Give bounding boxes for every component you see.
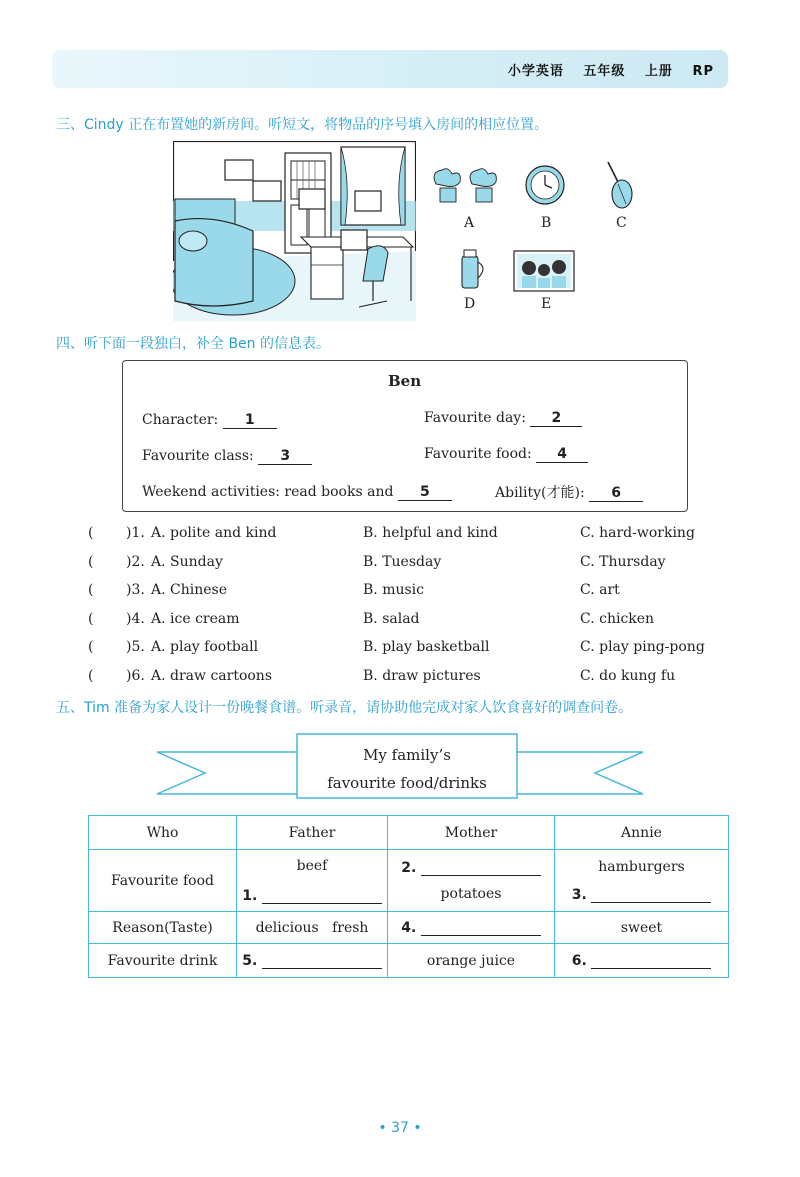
annie-food-num: 3. — [571, 886, 587, 903]
header-info — [494, 60, 714, 79]
blank-3[interactable] — [591, 890, 711, 903]
question-3-number: )3. — [126, 582, 145, 599]
header-mother: Mother — [388, 816, 555, 850]
question-5-option-b: B. play basketball — [363, 639, 490, 656]
header-annie: Annie — [555, 816, 729, 850]
question-1-answer-bracket[interactable]: ( — [88, 525, 94, 541]
character-row — [142, 412, 277, 429]
item-label-c: C — [616, 215, 627, 231]
question-5-option-c: C. play ping-pong — [580, 639, 705, 656]
food-blank[interactable]: 4 — [536, 446, 588, 463]
blank-5[interactable] — [262, 956, 382, 969]
item-label-b: B — [541, 215, 552, 231]
cell-annie-drink — [555, 944, 729, 978]
annie-drink-num: 6. — [571, 952, 587, 969]
question-2-answer-bracket[interactable]: ( — [88, 553, 94, 570]
question-3-option-b: B. music — [363, 582, 424, 599]
question-6-answer-bracket[interactable]: ( — [88, 668, 94, 684]
blank-6[interactable] — [591, 956, 711, 969]
blank-4[interactable] — [421, 923, 541, 936]
mother-drink: orange juice — [388, 944, 555, 978]
banner-line1: My family’s — [363, 746, 451, 764]
question-6-number: )6. — [126, 668, 145, 684]
question-1-option-a: A. polite and kind — [151, 525, 277, 541]
page-number: • 37 • — [378, 1120, 422, 1136]
banner-title — [297, 741, 517, 797]
question-2-option-b: B. Tuesday — [363, 553, 442, 570]
class-blank[interactable]: 3 — [258, 448, 312, 465]
class-label: Favourite class: — [142, 448, 254, 464]
day-row — [424, 410, 582, 427]
item-label-d: D — [464, 296, 476, 312]
row-label-reason: Reason(Taste) — [89, 912, 237, 944]
question-4-number: )4. — [126, 610, 145, 627]
class-row — [142, 448, 312, 465]
character-blank[interactable]: 1 — [223, 412, 277, 429]
header-grade: 五年级 — [583, 64, 626, 79]
day-blank[interactable]: 2 — [530, 410, 582, 427]
mother-food-potatoes: potatoes — [440, 885, 502, 902]
table-row-food — [89, 850, 729, 912]
blank-2[interactable] — [421, 863, 541, 876]
table-row-drink — [89, 944, 729, 978]
weekend-blank[interactable]: 5 — [398, 484, 452, 501]
question-4-option-c: C. chicken — [580, 610, 655, 627]
annie-reason: sweet — [555, 912, 729, 944]
father-drink-num: 5. — [242, 952, 258, 969]
header-subject: 小学英语 — [507, 64, 564, 79]
cell-mother-reason — [388, 912, 555, 944]
clock-icon — [524, 164, 566, 206]
header-term: 上册 — [644, 64, 673, 79]
section3-instruction: 三、Cindy 正在布置她的新房间。听短文，将物品的序号填入房间的相应位置。 — [56, 117, 549, 133]
question-5-answer-bracket[interactable]: ( — [88, 639, 94, 656]
item-label-e: E — [541, 296, 552, 312]
family-photo-icon — [513, 250, 575, 292]
question-4-option-a: A. ice cream — [151, 610, 240, 627]
question-5-number: )5. — [126, 639, 145, 656]
food-row — [424, 446, 588, 463]
cell-father-drink — [237, 944, 388, 978]
mother-reason-num: 4. — [401, 919, 417, 936]
father-reason: delicious fresh — [237, 912, 388, 944]
section5-instruction: 五、Tim 准备为家人设计一份晚餐食谱。听录音，请协助他完成对家人饮食喜好的调查问卷。 — [56, 700, 633, 716]
question-2-number: )2. — [126, 553, 145, 570]
family-food-table — [88, 815, 729, 978]
room-illustration — [173, 141, 416, 321]
banner-line2: favourite food/drinks — [327, 774, 487, 792]
ben-box-title: Ben — [388, 372, 422, 390]
cell-annie-food — [555, 850, 729, 912]
question-3-option-c: C. art — [580, 582, 620, 599]
question-2-option-a: A. Sunday — [151, 553, 223, 570]
question-4-option-b: B. salad — [363, 610, 420, 627]
question-6-option-c: C. do kung fu — [580, 668, 676, 684]
question-2-option-c: C. Thursday — [580, 553, 666, 570]
question-6-option-b: B. draw pictures — [363, 668, 481, 684]
question-4-answer-bracket[interactable]: ( — [88, 610, 94, 627]
table-row-reason — [89, 912, 729, 944]
table-header-row — [89, 816, 729, 850]
header-edition: RP — [692, 64, 714, 79]
question-6-option-a: A. draw cartoons — [151, 668, 273, 684]
ability-label: Ability(才能): — [495, 485, 585, 501]
cell-mother-food — [388, 850, 555, 912]
day-label: Favourite day: — [424, 410, 526, 426]
question-5-option-a: A. play football — [151, 639, 259, 656]
row-label-food: Favourite food — [89, 850, 237, 912]
plants-icon — [428, 164, 504, 206]
ability-blank[interactable]: 6 — [589, 485, 643, 502]
cell-father-food — [237, 850, 388, 912]
header-who: Who — [89, 816, 237, 850]
question-1-number: )1. — [126, 525, 145, 541]
mother-food-num: 2. — [401, 859, 417, 876]
ability-row — [495, 482, 643, 502]
annie-food-hamburgers: hamburgers — [598, 858, 685, 875]
blank-1[interactable] — [262, 891, 382, 904]
question-1-option-c: C. hard-working — [580, 525, 695, 541]
question-3-option-a: A. Chinese — [151, 582, 227, 599]
question-3-answer-bracket[interactable]: ( — [88, 582, 94, 599]
father-food-beef: beef — [296, 857, 328, 874]
character-label: Character: — [142, 412, 219, 428]
question-1-option-b: B. helpful and kind — [363, 525, 498, 541]
weekend-label: Weekend activities: read books and — [142, 484, 394, 500]
food-label: Favourite food: — [424, 446, 532, 462]
row-label-drink: Favourite drink — [89, 944, 237, 978]
pipa-icon — [600, 160, 636, 210]
item-label-a: A — [464, 215, 475, 231]
father-food-num: 1. — [242, 887, 258, 904]
weekend-row — [142, 484, 452, 501]
header-father: Father — [237, 816, 388, 850]
thermos-icon — [452, 248, 492, 292]
section4-instruction: 四、听下面一段独白，补全 Ben 的信息表。 — [56, 336, 330, 352]
